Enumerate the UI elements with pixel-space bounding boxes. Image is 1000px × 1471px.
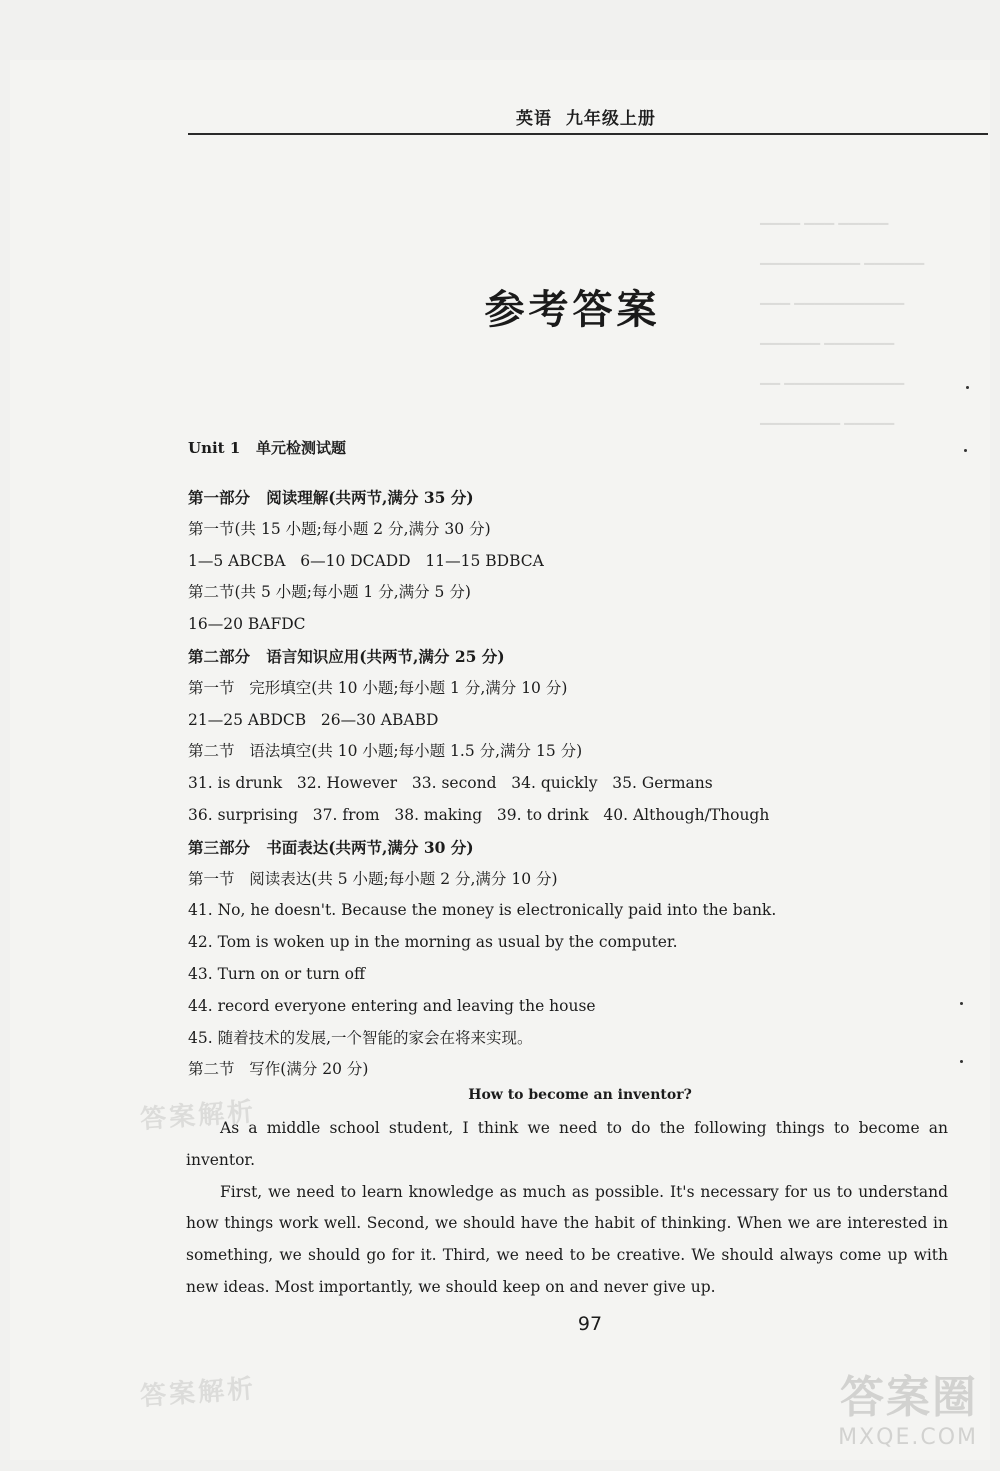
answer-lines [188, 482, 958, 1086]
answer-line: 41. No, he doesn't. Because the money is electronically paid into the bank. [188, 901, 777, 920]
watermark-url: MXQE.COM [838, 1425, 978, 1450]
essay-title: How to become an inventor? [468, 1087, 692, 1103]
section-heading: 第二部分 语言知识应用(共两节,满分 25 分) [188, 646, 505, 666]
answer-line: 21—25 ABDCB 26—30 ABABD [188, 710, 439, 729]
essay-body [186, 1113, 948, 1304]
site-watermark [768, 1372, 978, 1452]
answer-line: 第二节(共 5 小题;每小题 1 分,满分 5 分) [188, 583, 471, 602]
scan-speck [964, 449, 967, 452]
answer-line: 第二节 语法填空(共 10 小题;每小题 1.5 分,满分 15 分) [188, 742, 583, 761]
answer-line: 第一节 阅读表达(共 5 小题;每小题 2 分,满分 10 分) [188, 869, 558, 888]
answer-line: 36. surprising 37. from 38. making 39. to drink 40. Although/Though [188, 805, 770, 824]
scan-speck [960, 1060, 963, 1063]
section-heading: 第一部分 阅读理解(共两节,满分 35 分) [188, 488, 474, 507]
header-rule [188, 133, 988, 135]
answer-line: 第一节 完形填空(共 10 小题;每小题 1 分,满分 10 分) [188, 678, 568, 697]
answer-line: 43. Turn on or turn off [188, 964, 366, 983]
book-header-title: 英语 九年级上册 [516, 109, 656, 129]
bleed-through-text: ▔▔▔▔ ▔▔▔ ▔▔▔▔▔ ▔▔▔▔▔▔▔▔▔▔ ▔▔▔▔▔▔ ▔▔▔ ▔▔▔▔▔▔▔▔▔▔▔ ▔▔▔▔▔▔ ▔▔▔▔▔▔▔ ▔▔ ▔▔▔▔▔▔▔▔▔▔▔▔ ▔▔▔▔▔▔▔▔ ▔▔▔▔▔ [760, 224, 925, 439]
answer-line: 42. Tom is woken up in the morning as usual by the computer. [188, 933, 678, 952]
watermark-logo-text: 答案圈 [840, 1372, 978, 1423]
answer-line: 16—20 BAFDC [188, 615, 306, 634]
essay-paragraph: First, we need to learn knowledge as much as possible. It's necessary for us to understand how things work well. Second, we should have the habit of thinking. When we are interested in something, we should go for it. Third, we need to be creative. We should always come up with new ideas. Most importantly, we should keep on and never give up. [186, 1182, 948, 1296]
section-heading: 第三部分 书面表达(共两节,满分 30 分) [188, 837, 474, 857]
scan-speck [960, 1002, 963, 1005]
answer-line: 45. 随着技术的发展,一个智能的家会在将来实现。 [188, 1028, 533, 1047]
page-number: 97 [577, 1313, 603, 1335]
answer-line: 1—5 ABCBA 6—10 DCADD 11—15 BDBCA [188, 551, 544, 570]
essay-paragraph: As a middle school student, I think we need to do the following things to become an inventor. [186, 1119, 948, 1169]
scan-speck [966, 386, 969, 389]
watermark-stamp: 答案解析 [139, 1373, 258, 1413]
answer-line: 第一节(共 15 小题;每小题 2 分,满分 30 分) [188, 519, 491, 538]
answer-key-title: 参考答案 [484, 286, 661, 333]
answer-line: 44. record everyone entering and leaving the house [188, 996, 596, 1015]
answer-line: 31. is drunk 32. However 33. second 34. quickly 35. Germans [188, 774, 713, 793]
unit-title: Unit 1 单元检测试题 [188, 439, 346, 457]
watermark-stamp: 答案解析 [139, 1096, 258, 1136]
answer-line: 第二节 写作(满分 20 分) [188, 1060, 369, 1079]
